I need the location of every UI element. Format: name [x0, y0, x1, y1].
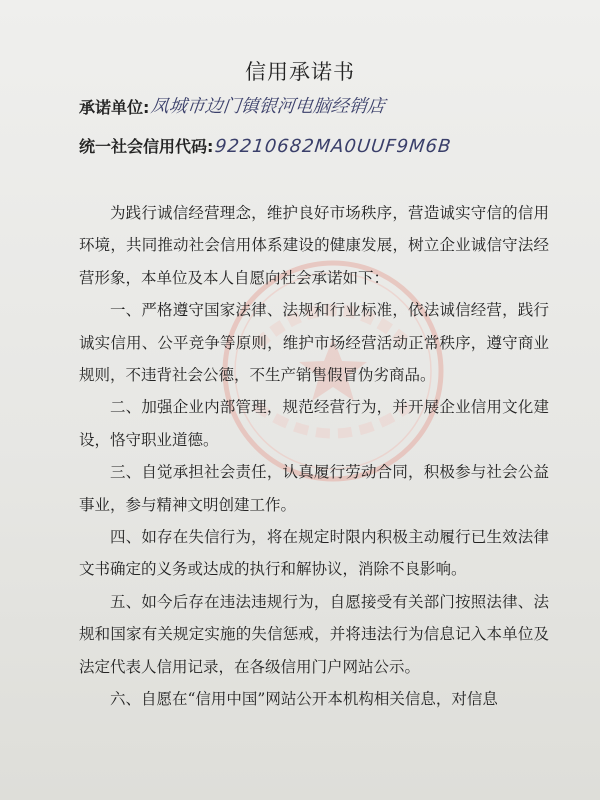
promising-unit-label: 承诺单位:	[79, 98, 150, 117]
paragraph-item-5: 五、如今后存在违法违规行为，自愿接受有关部门按照法律、法规和国家有关规定实施的失信惩戒，并将违法行为信息记入本单位及法定代表人信用记录，在各级信用门户网站公示。	[79, 592, 549, 676]
document-body	[79, 197, 549, 716]
paragraph-item-2: 二、加强企业内部管理，规范经营行为，并开展企业信用文化建设，恪守职业道德。	[79, 398, 549, 449]
paragraph-item-1: 一、严格遵守国家法律、法规和行业标准，依法诚信经营，践行诚实信用、公平竞争等原则，维护市场经营活动正常秩序，遵守商业规则，不违背社会公德，不生产销售假冒伪劣商品。	[79, 301, 549, 385]
paragraph-item-6: 六、自愿在“信用中国”网站公开本机构相关信息，对信息	[110, 690, 498, 709]
paragraph-intro: 为践行诚信经营理念，维护良好市场秩序，营造诚实守信的信用环境，共同推动社会信用体系建设的健康发展，树立企业诚信守法经营形象，本单位及本人自愿向社会承诺如下：	[79, 204, 549, 287]
document-title: 信用承诺书	[245, 60, 355, 84]
paragraph-item-3: 三、自觉承担社会责任，认真履行劳动合同，积极参与社会公益事业，参与精神文明创建工作。	[79, 463, 549, 514]
credit-code-label: 统一社会信用代码:	[79, 137, 214, 156]
credit-code-value: 92210682MA0UUF9M6B	[214, 136, 453, 157]
promising-unit-field	[79, 92, 385, 118]
credit-code-field	[79, 134, 452, 157]
paragraph-item-4: 四、如存在失信行为，将在规定时限内积极主动履行已生效法律文书确定的义务或达成的执行和解协议，消除不良影响。	[79, 528, 549, 579]
promising-unit-value: 凤城市边门镇银河电脑经销店	[150, 96, 387, 117]
